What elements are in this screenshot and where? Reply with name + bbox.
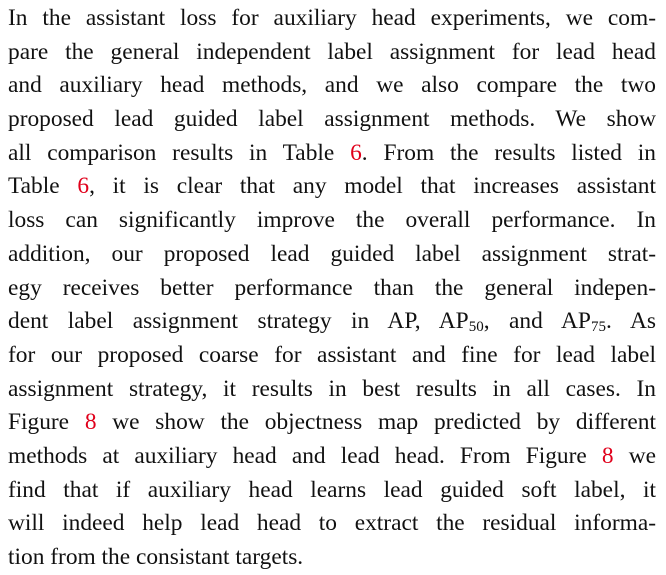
text-line-8: addition, our proposed lead guided label assignment strat- <box>8 240 656 267</box>
text-line-4: proposed lead guided label assignment methods. We show <box>8 106 656 133</box>
text-line-16: will indeed help lead head to extract the residual informa- <box>8 510 656 537</box>
text-line-1: In the assistant loss for auxiliary head experiments, we com- <box>8 5 656 31</box>
text-line-17: tion from the consistant targets. <box>8 544 304 570</box>
table-6-reference-link[interactable]: 6 <box>350 139 362 166</box>
text-segment: all comparison results in Table <box>8 139 335 166</box>
text-line-15: find that if auxiliary head learns lead guided soft label, it <box>8 476 656 503</box>
subscript: 50 <box>468 319 484 336</box>
text-segment: we <box>628 442 656 469</box>
text-line-7: loss can significantly improve the overall performance. In <box>8 207 656 234</box>
text-segment: , and AP <box>483 308 591 335</box>
text-segment: Table <box>8 173 60 200</box>
text-line-11: for our proposed coarse for assistant and fine for lead label <box>8 341 656 368</box>
text-segment: . As <box>605 308 656 335</box>
text-segment: Figure <box>8 409 70 436</box>
text-line-14 <box>8 440 656 474</box>
text-line-2: pare the general independent label assignment for lead head <box>8 38 656 65</box>
text-segment: , it is clear that any model that increases assistant <box>89 173 656 200</box>
figure-8-reference-link[interactable]: 8 <box>601 442 614 469</box>
text-line-5 <box>8 137 656 171</box>
table-6-reference-link[interactable]: 6 <box>77 173 90 200</box>
text-line-3: and auxiliary head methods, and we also compare the two <box>8 72 656 99</box>
body-paragraph <box>8 0 656 575</box>
text-line-13 <box>8 406 656 440</box>
figure-8-reference-link[interactable]: 8 <box>84 409 97 436</box>
text-line-9: egy receives better performance than the general indepen- <box>8 274 656 301</box>
text-segment: dent label assignment strategy in AP, AP <box>8 308 469 335</box>
text-line-10 <box>8 305 656 339</box>
text-segment: we show the objectness map predicted by different <box>112 409 656 436</box>
text-segment: methods at auxiliary head and lead head. From Figure <box>8 442 587 469</box>
text-segment: . From the results listed in <box>361 139 656 166</box>
text-line-12: assignment strategy, it results in best results in all cases. In <box>8 375 656 402</box>
text-line-6 <box>8 170 656 204</box>
subscript: 75 <box>590 319 606 336</box>
